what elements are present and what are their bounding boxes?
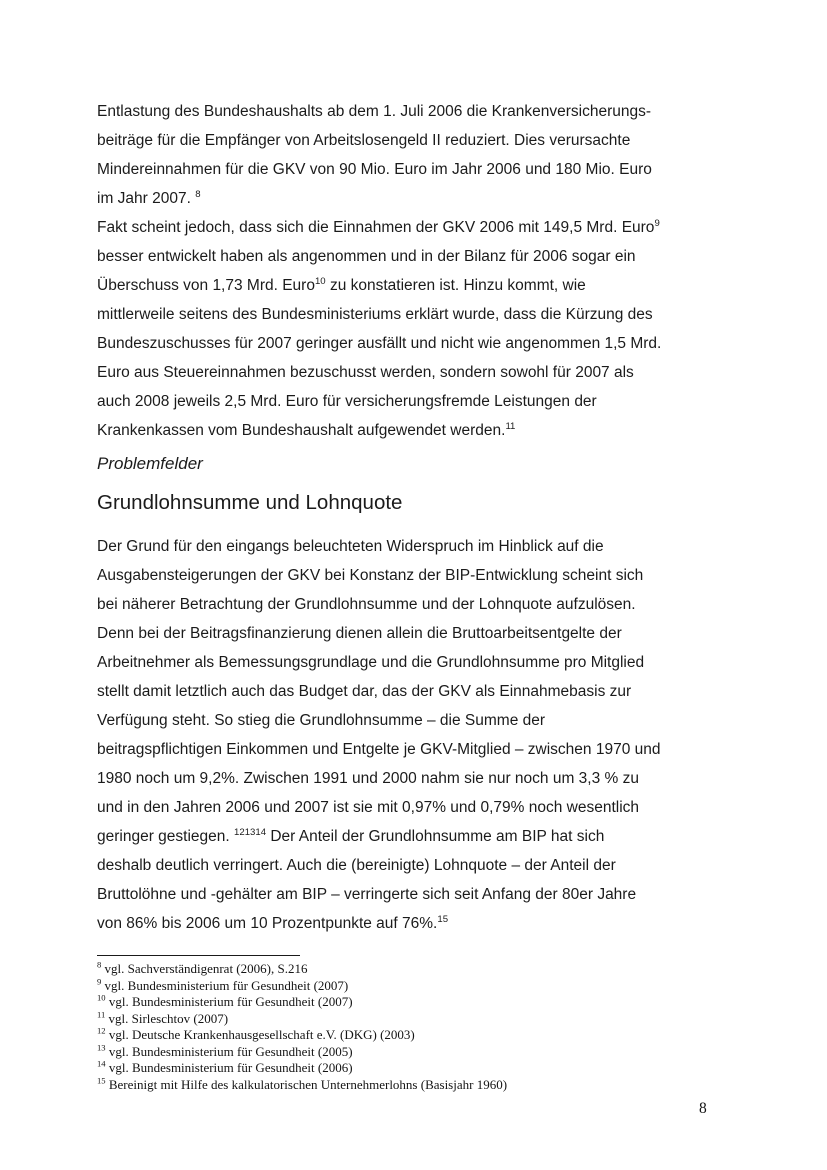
text-line: Fakt scheint jedoch, dass sich die Einnahmen der GKV 2006 mit 149,5 Mrd. Euro$^9$ bbox=[97, 217, 660, 236]
footnote-list bbox=[97, 961, 747, 1093]
footnote-reference: 14 bbox=[255, 826, 267, 838]
footnote-reference: 13 bbox=[97, 1042, 106, 1053]
text-line: $^{10}$ vgl. Bundesministerium für Gesundheit (2007) bbox=[97, 992, 353, 1009]
text-line: bei näherer Betrachtung der Grundlohnsumme und der Lohnquote aufzulösen. bbox=[97, 596, 636, 613]
text-line: Ausgabensteigerungen der GKV bei Konstanz der BIP-Entwicklung scheint sich bbox=[97, 567, 644, 584]
page-number: 8 bbox=[699, 1100, 707, 1117]
footnote-reference: 14 bbox=[97, 1058, 106, 1069]
text-line: deshalb deutlich verringert. Auch die (bereinigte) Lohnquote – der Anteil der bbox=[97, 857, 616, 874]
paragraph-gkv-einnahmen-2006 bbox=[97, 213, 747, 445]
text-line: $^{14}$ vgl. Bundesministerium für Gesundheit (2006) bbox=[97, 1058, 353, 1075]
text-line: Krankenkassen vom Bundeshaushalt aufgewendet werden.$^{11}$ bbox=[97, 420, 516, 439]
text-line: beiträge für die Empfänger von Arbeitslosengeld II reduziert. Dies verursachte bbox=[97, 132, 631, 149]
footnote-reference: 12 bbox=[97, 1025, 106, 1036]
text-line: Entlastung des Bundeshaushalts ab dem 1. Juli 2006 die Krankenversicherungs- bbox=[97, 103, 652, 120]
heading-problemfelder: Problemfelder bbox=[97, 454, 203, 473]
footnote-reference: 11 bbox=[97, 1009, 106, 1020]
text-line: Euro aus Steuereinnahmen bezuschusst werden, sondern sowohl für 2007 als bbox=[97, 364, 634, 381]
footnote-reference: 9 bbox=[97, 976, 102, 987]
footnote-reference: 8 bbox=[97, 959, 102, 970]
text-line: Verfügung steht. So stieg die Grundlohnsumme – die Summe der bbox=[97, 712, 546, 729]
text-line: $^{11}$ vgl. Sirleschtov (2007) bbox=[97, 1009, 229, 1026]
footnote-reference: 12 bbox=[234, 826, 245, 838]
text-line: Überschuss von 1,73 Mrd. Euro$^{10}$ zu konstatieren ist. Hinzu kommt, wie bbox=[97, 275, 586, 294]
text-line: beitragspflichtigen Einkommen und Entgelte je GKV-Mitglied – zwischen 1970 und bbox=[97, 741, 661, 758]
text-line: Mindereinnahmen für die GKV von 90 Mio. Euro im Jahr 2006 und 180 Mio. Euro bbox=[97, 161, 652, 178]
text-line: $^9$ vgl. Bundesministerium für Gesundheit (2007) bbox=[97, 976, 349, 993]
text-line: 1980 noch um 9,2%. Zwischen 1991 und 2000 nahm sie nur noch um 3,3 % zu bbox=[97, 770, 639, 787]
text-line: Bruttolöhne und -gehälter am BIP – verringerte sich seit Anfang der 80er Jahre bbox=[97, 886, 637, 903]
footnote-separator-rule bbox=[97, 955, 300, 956]
text-line: Denn bei der Beitragsfinanzierung dienen allein die Bruttoarbeitsentgelte der bbox=[97, 625, 622, 642]
text-line: stellt damit letztlich auch das Budget dar, das der GKV als Einnahmebasis zur bbox=[97, 683, 632, 700]
text-line: $^{12}$ vgl. Deutsche Krankenhausgesellschaft e.V. (DKG) (2003) bbox=[97, 1025, 415, 1042]
text-line: mittlerweile seitens des Bundesministeriums erklärt wurde, dass die Kürzung des bbox=[97, 306, 653, 323]
footnote-section bbox=[97, 955, 747, 1093]
heading-grundlohnsumme-und-lohnquote: Grundlohnsumme und Lohnquote bbox=[97, 491, 403, 514]
paragraph-bundeshaushalt-entlastung bbox=[97, 97, 747, 213]
footnote-reference: 10 bbox=[97, 992, 106, 1003]
text-line: $^8$ vgl. Sachverständigenrat (2006), S.216 bbox=[97, 959, 308, 976]
text-line: im Jahr 2007. $^8$ bbox=[97, 188, 201, 207]
footnote-reference: 13 bbox=[244, 826, 256, 838]
text-line: Der Grund für den eingangs beleuchteten Widerspruch im Hinblick auf die bbox=[97, 538, 604, 555]
footnote-reference: 15 bbox=[437, 913, 449, 925]
text-line: geringer gestiegen. $^{121314}$ Der Anteil der Grundlohnsumme am BIP hat sich bbox=[97, 826, 605, 845]
footnote-reference: 11 bbox=[505, 420, 516, 432]
text-line: $^{13}$ vgl. Bundesministerium für Gesundheit (2005) bbox=[97, 1042, 353, 1059]
text-line: von 86% bis 2006 um 10 Prozentpunkte auf 76%.$^{15}$ bbox=[97, 913, 449, 932]
footnote-reference: 9 bbox=[654, 217, 660, 229]
text-line: $^{15}$ Bereinigt mit Hilfe des kalkulatorischen Unternehmerlohns (Basisjahr 1960) bbox=[97, 1075, 508, 1092]
text-line: besser entwickelt haben als angenommen und in der Bilanz für 2006 sogar ein bbox=[97, 248, 636, 265]
footnote-reference: 15 bbox=[97, 1075, 106, 1086]
footnote-reference: 8 bbox=[195, 188, 201, 200]
footnote-reference: 10 bbox=[314, 275, 326, 287]
text-column bbox=[97, 97, 747, 1093]
text-line: Bundeszuschusses für 2007 geringer ausfällt und nicht wie angenommen 1,5 Mrd. bbox=[97, 335, 662, 352]
paragraph-grundlohnsumme-lohnquote bbox=[97, 532, 747, 938]
text-line: und in den Jahren 2006 und 2007 ist sie mit 0,97% und 0,79% noch wesentlich bbox=[97, 799, 640, 816]
text-line: auch 2008 jeweils 2,5 Mrd. Euro für versicherungsfremde Leistungen der bbox=[97, 393, 597, 410]
text-line: Arbeitnehmer als Bemessungsgrundlage und die Grundlohnsumme pro Mitglied bbox=[97, 654, 645, 671]
